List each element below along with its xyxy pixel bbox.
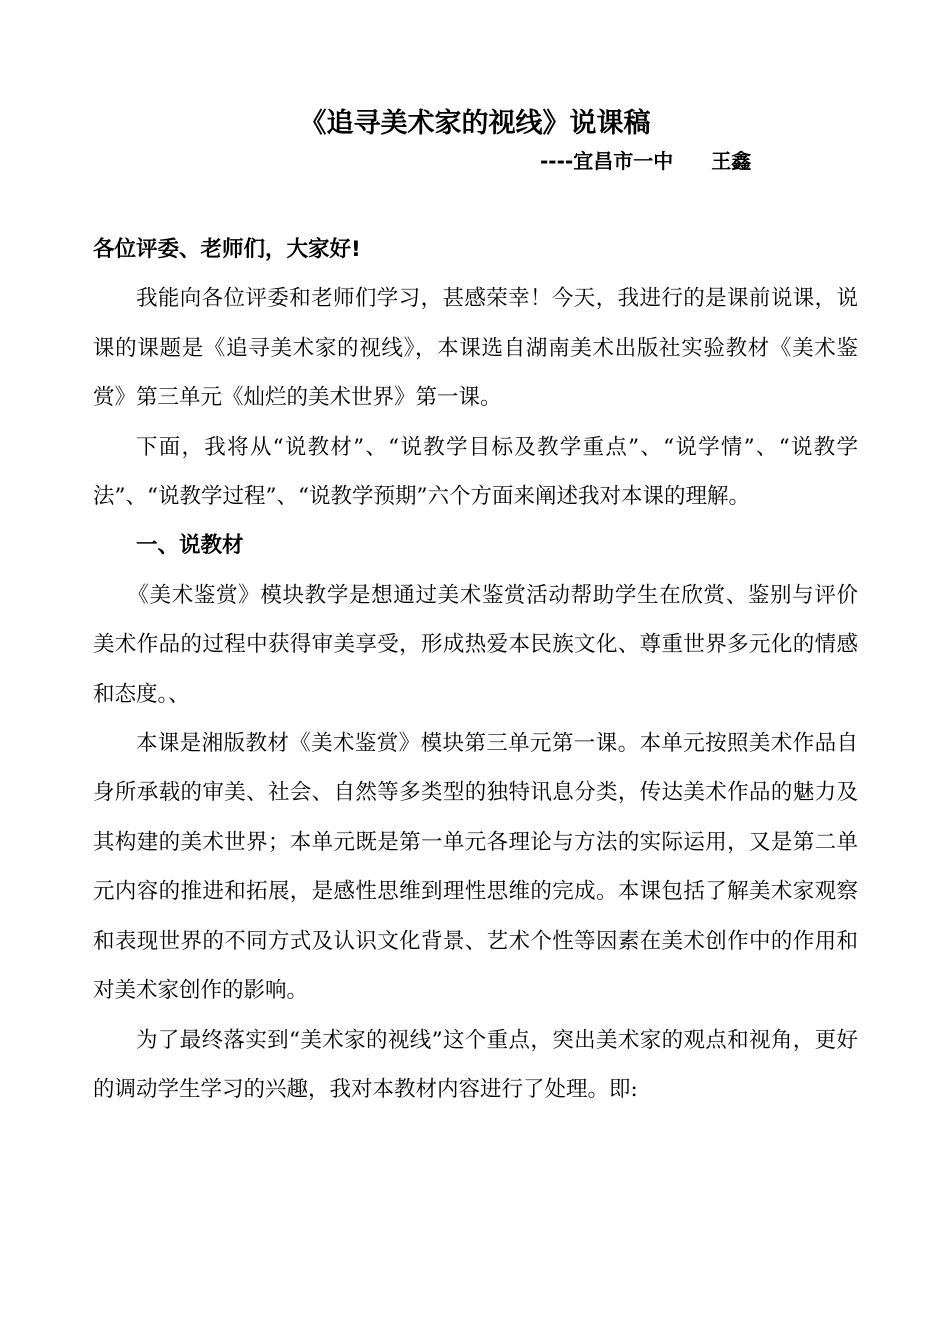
author-line	[540, 141, 751, 181]
paragraph-processing: 为了最终落实到“美术家的视线”这个重点，突出美术家的观点和视角，更好的调动学生学习的兴趣，我对本教材内容进行了处理。即:	[93, 1027, 858, 1102]
greeting: 各位评委、老师们，大家好!	[93, 237, 361, 262]
paragraph-module: 《美术鉴赏》模块教学是想通过美术鉴赏活动帮助学生在欣赏、鉴别与评价美术作品的过程中获得审美享受，形成热爱本民族文化、尊重世界多元化的情感和态度。、	[93, 582, 858, 707]
paragraph-intro: 我能向各位评委和老师们学习，甚感荣幸！今天，我进行的是课前说课，说课的课题是《追寻美术家的视线》，本课选自湖南美术出版社实验教材《美术鉴赏》第三单元《灿烂的美术世界》第一课。	[93, 286, 858, 411]
document-body	[93, 225, 858, 1114]
document-title: 《追寻美术家的视线》说课稿	[299, 108, 651, 139]
section-heading: 一、说教材	[136, 533, 244, 559]
author-school: ----宜昌市一中	[540, 149, 674, 173]
paragraph-outline: 下面，我将从“说教材”、“说教学目标及教学重点”、“说学情”、“说教学法”、“说教学过程”、“说教学预期”六个方面来阐述我对本课的理解。	[93, 434, 858, 510]
paragraph-unit: 本课是湘版教材《美术鉴赏》模块第三单元第一课。本单元按照美术作品自身所承载的审美、社会、自然等多类型的独特讯息分类，传达美术作品的魅力及其构建的美术世界；本单元既是第一单元各理论与方法的实际运用，又是第二单元内容的推进和拓展，是感性思维到理性思维的完成。本课包括了解美术家观察和表现世界的不同方式及认识文化背景、艺术个性等因素在美术创作中的作用和对美术家创作的影响。	[93, 731, 858, 1004]
author-name: 王鑫	[711, 149, 752, 173]
